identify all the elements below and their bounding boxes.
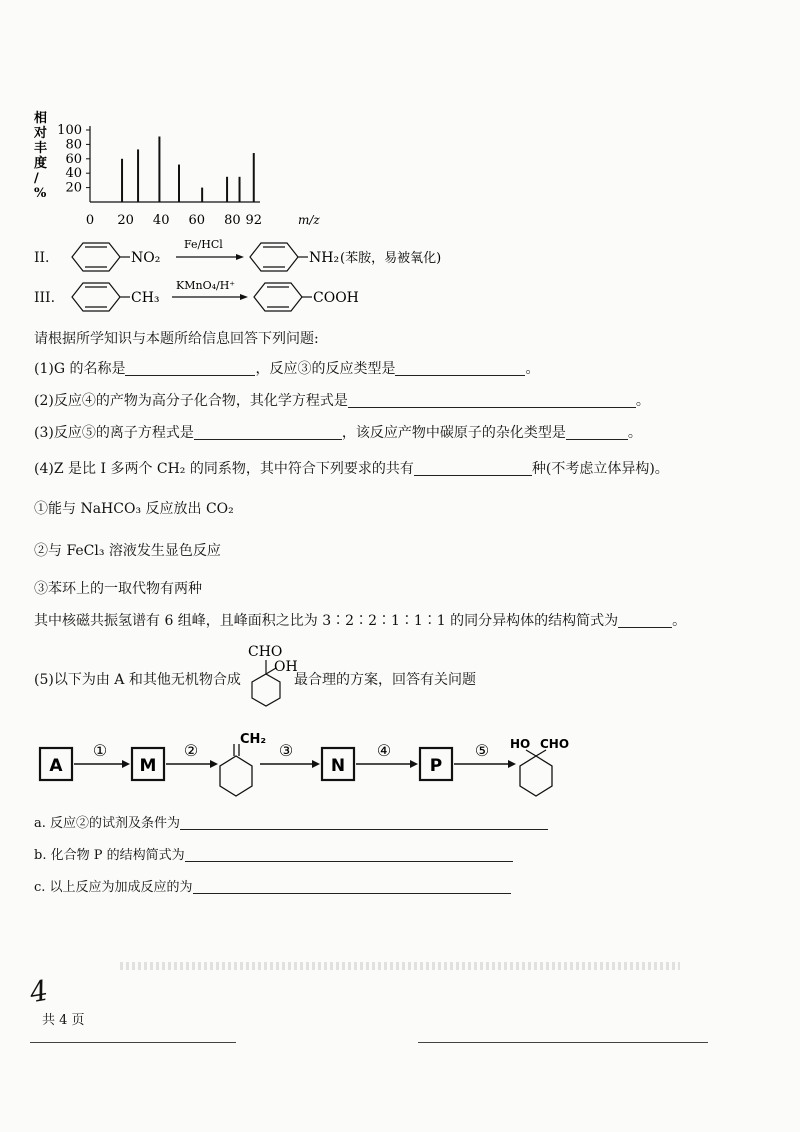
question-2: (2)反应④的产物为高分子化合物，其化学方程式是 。	[34, 393, 650, 409]
box-a-label: A	[49, 756, 63, 776]
y-axis-label-char: 对	[34, 126, 48, 141]
scan-bleed-through	[120, 962, 680, 970]
y-axis-label-char: %	[34, 186, 47, 201]
reaction-3-label: III.	[34, 290, 56, 306]
target-molecule-structure	[240, 640, 300, 720]
x-tick-label: 92	[245, 213, 263, 228]
amino-group: NH₂	[309, 250, 340, 266]
condition-2: ②与 FeCl₃ 溶液发生显色反应	[34, 543, 221, 559]
y-axis-label-char: /	[34, 171, 39, 186]
step-1-label: ①	[92, 741, 108, 760]
condition-1: ①能与 NaHCO₃ 反应放出 CO₂	[34, 501, 234, 517]
question-3: (3)反应⑤的离子方程式是 ，该反应产物中碳原子的杂化类型是 。	[34, 425, 642, 441]
x-tick-label: 80	[224, 213, 241, 228]
cho-label-product: CHO	[540, 737, 570, 751]
question-1: (1)G 的名称是 ，反应③的反应类型是 。	[34, 361, 540, 377]
reagent-fe-hcl: Fe/HCl	[184, 238, 223, 251]
reaction-3-scheme	[64, 276, 404, 320]
y-tick-label: 100	[57, 123, 82, 138]
reagent-kmno4: KMnO₄/H⁺	[176, 279, 236, 292]
ho-label: HO	[510, 737, 531, 751]
answer-blank-b[interactable]	[185, 847, 513, 862]
footer-rule-left	[30, 1042, 236, 1043]
synthesis-route	[30, 726, 590, 806]
y-axis-label-char: 相	[34, 111, 48, 126]
methylenecyclohexane-icon	[220, 744, 252, 796]
answer-blank-4-nmr[interactable]	[618, 613, 672, 628]
methyl-group: CH₃	[131, 290, 160, 306]
sub-question-a: a. 反应②的试剂及条件为	[34, 815, 548, 833]
y-tick-label: 40	[65, 166, 82, 182]
reaction-2-scheme	[64, 236, 484, 280]
box-m-label: M	[139, 756, 157, 776]
y-axis-label-char: 丰	[34, 141, 48, 156]
product-cyclohexane-icon	[520, 750, 552, 796]
y-tick-label: 60	[65, 151, 82, 167]
answer-blank-a[interactable]	[180, 815, 548, 830]
step-4-label: ④	[376, 741, 392, 760]
answer-blank-1b[interactable]	[395, 361, 525, 376]
y-axis-label-char: 度	[34, 156, 48, 171]
footer-rule-right	[418, 1042, 708, 1043]
answer-blank-4[interactable]	[414, 461, 532, 476]
oh-label: OH	[274, 659, 298, 675]
sub-question-c: c. 以上反应为加成反应的为	[34, 879, 511, 897]
x-axis-label: m/z	[298, 213, 320, 227]
benzene-ring-icon	[250, 243, 298, 271]
intro-text: 请根据所学知识与本题所给信息回答下列问题:	[34, 331, 319, 347]
handwritten-page-number: 4	[27, 973, 51, 1010]
carboxyl-group: COOH	[313, 290, 359, 306]
question-4: (4)Z 是比 I 多两个 CH₂ 的同系物，其中符合下列要求的共有 种(不考虑立体异构)。	[34, 461, 669, 477]
step-3-label: ③	[278, 741, 294, 760]
answer-blank-c[interactable]	[193, 879, 511, 894]
box-p-label: P	[429, 756, 443, 776]
answer-blank-2[interactable]	[348, 393, 636, 408]
step-5-label: ⑤	[474, 741, 490, 760]
y-axis-label	[33, 110, 47, 201]
x-tick-label: 0	[85, 213, 95, 228]
ch2-label: CH₂	[240, 732, 267, 747]
sub-question-b: b. 化合物 P 的结构简式为	[34, 847, 513, 865]
box-n-label: N	[330, 756, 346, 776]
x-tick-label: 40	[152, 213, 170, 228]
reaction-2-label: II.	[34, 250, 50, 266]
benzene-ring-icon	[254, 283, 302, 311]
question-4-nmr: 其中核磁共振氢谱有 6 组峰，且峰面积之比为 3∶2∶2∶1∶1∶1 的同分异构体的结构简式为 。	[34, 613, 687, 629]
answer-blank-3b[interactable]	[566, 425, 628, 440]
x-tick-label: 60	[188, 213, 206, 228]
y-tick-label: 80	[65, 137, 82, 153]
benzene-ring-icon	[72, 243, 120, 271]
answer-blank-1a[interactable]	[125, 361, 255, 376]
step-2-label: ②	[183, 741, 199, 760]
condition-3: ③苯环上的一取代物有两种	[34, 581, 202, 597]
aniline-note: (苯胺，易被氧化)	[340, 251, 442, 266]
benzene-ring-icon	[72, 283, 120, 311]
question-5-part-b: 最合理的方案，回答有关问题	[294, 672, 476, 688]
mass-spectrum-svg	[30, 108, 350, 238]
answer-blank-3a[interactable]	[194, 425, 342, 440]
mass-spectrum-chart	[30, 108, 350, 238]
x-tick-label: 20	[117, 213, 134, 228]
page-footer: 共 4 页	[42, 1013, 85, 1028]
y-tick-label: 20	[65, 180, 82, 196]
question-5-part-a: (5)以下为由 A 和其他无机物合成	[34, 672, 241, 688]
cho-label: CHO	[248, 644, 283, 660]
nitro-group: NO₂	[131, 250, 161, 266]
